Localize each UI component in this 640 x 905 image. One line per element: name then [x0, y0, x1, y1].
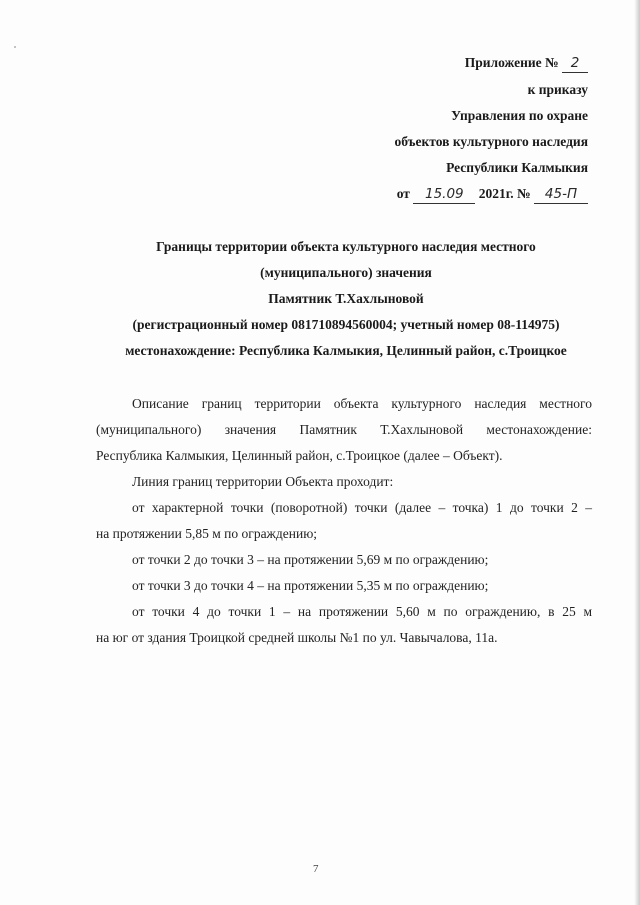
- header-appendix-number: 2: [562, 55, 588, 73]
- scan-speck: [14, 46, 16, 48]
- header-appendix-label: Приложение №: [464, 55, 559, 70]
- paragraph-segment-1-line-2: на протяжении 5,85 м по ограждению;: [96, 526, 318, 541]
- title-line-3: Памятник Т.Хахлыновой: [268, 291, 424, 306]
- paragraph-segment-2: от точки 2 до точки 3 – на протяжении 5,69 м по ограждению;: [132, 552, 489, 567]
- title-line-2: (муниципального) значения: [260, 265, 432, 280]
- header-order-line: к приказу: [527, 82, 588, 97]
- paragraph-segment-3: от точки 3 до точки 4 – на протяжении 5,35 м по ограждению;: [132, 578, 489, 593]
- page-number: 7: [313, 863, 319, 875]
- header-date-year: 2021г. №: [478, 186, 531, 201]
- paragraph-segment-1-line-1: от характерной точки (поворотной) точки (далее – точка) 1 до точки 2 –: [132, 500, 592, 515]
- header-order-number: 45-П: [534, 186, 588, 204]
- title-line-5: местонахождение: Республика Калмыкия, Целинный район, с.Троицкое: [125, 343, 567, 358]
- title-line-1: Границы территории объекта культурного наследия местного: [156, 239, 536, 254]
- paragraph-description-line-1: Описание границ территории объекта культурного наследия местного: [132, 396, 592, 411]
- header-appendix-line: [465, 54, 588, 73]
- header-objects-line: объектов культурного наследия: [394, 134, 588, 149]
- title-line-4: (регистрационный номер 081710894560004; учетный номер 08-114975): [132, 317, 560, 332]
- header-date-prefix: от: [396, 186, 410, 201]
- paragraph-boundary-intro: Линия границ территории Объекта проходит:: [132, 474, 394, 489]
- header-date-handwritten: 15.09: [413, 186, 475, 204]
- header-date-line: [397, 185, 588, 204]
- header-department-line: Управления по охране: [451, 108, 588, 123]
- paragraph-description-line-2: (муниципального) значения Памятник Т.Хахлыновой местонахождение:: [96, 422, 592, 437]
- paragraph-segment-4-line-1: от точки 4 до точки 1 – на протяжении 5,60 м по ограждению, в 25 м: [132, 604, 592, 619]
- paragraph-segment-4-line-2: на юг от здания Троицкой средней школы №1 по ул. Чавычалова, 11а.: [96, 630, 498, 645]
- scan-edge-shadow: [634, 0, 640, 905]
- header-republic-line: Республики Калмыкия: [446, 160, 588, 175]
- paragraph-description-line-3: Республика Калмыкия, Целинный район, с.Троицкое (далее – Объект).: [96, 448, 503, 463]
